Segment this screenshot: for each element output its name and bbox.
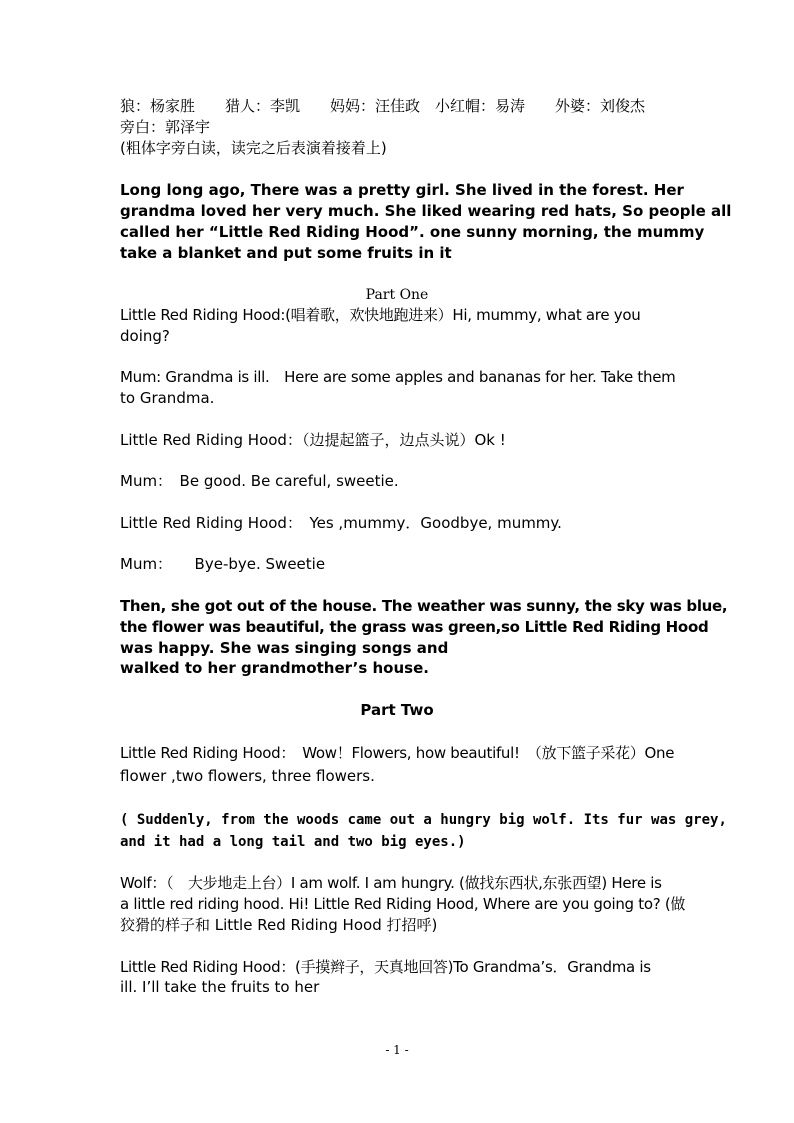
dialogue-line: Little Red Riding Hood：（边提起篮子，边点头说）Ok ! (120, 431, 506, 449)
dialogue-line: flower ,two flowers, three flowers. (120, 767, 375, 785)
dialogue-line: ill. I’ll take the fruits to her (120, 978, 320, 996)
narration-line: take a blanket and put some fruits in it (120, 244, 452, 262)
dialogue-line: 狡猾的样子和 Little Red Riding Hood 打招呼) (120, 916, 438, 934)
narration-line: walked to her grandmother’s house. (120, 659, 429, 677)
dialogue-line: Wolf：（ 大步地走上台）I am wolf. I am hungry. (做找东西状,东张西望) Here is (120, 874, 662, 892)
dialogue-line: Little Red Riding Hood： Wow！Flowers, how beautiful! （放下篮子采花）One (120, 744, 675, 762)
dialogue-line: Little Red Riding Hood： Yes ,mummy．Goodbye, mummy. (120, 514, 562, 532)
narration-line: the flower was beautiful, the grass was green,so Little Red Riding Hood (120, 618, 709, 636)
dialogue-line: Little Red Riding Hood:(唱着歌，欢快地跑进来）Hi, mummy, what are you (120, 306, 641, 324)
dialogue-line: doing? (120, 327, 170, 345)
narration-line: ( Suddenly, from the woods came out a hungry big wolf. Its fur was grey, (120, 812, 727, 828)
dialogue-line: Little Red Riding Hood：(手摸辫子，天真地回答)To Grandma’s．Grandma is (120, 958, 651, 976)
narration-line: called her “Little Red Riding Hood”. one sunny morning, the mummy (120, 223, 705, 241)
dialogue-line: Mum: Grandma is ill. Here are some apples and bananas for her. Take them (120, 368, 676, 386)
narration-line: grandma loved her very much. She liked wearing red hats, So people all (120, 202, 732, 220)
narrator-line: 旁白：郭泽宇 (120, 118, 211, 136)
page-number: - 1 - (385, 1043, 409, 1057)
dialogue-line: Mum： Bye-bye. Sweetie (120, 555, 326, 573)
dialogue-line: a little red riding hood. Hi! Little Red Riding Hood, Where are you going to? (做 (120, 895, 686, 913)
part-one-heading: Part One (365, 287, 429, 303)
narration-line: Long long ago, There was a pretty girl. She lived in the forest. Her (120, 181, 684, 199)
instruction-note: (粗体字旁白读，读完之后表演着接着上) (120, 139, 387, 157)
dialogue-line: to Grandma. (120, 389, 215, 407)
cast-line: 狼：杨家胜 猎人：李凯 妈妈：汪佳政 小红帽：易涛 外婆：刘俊杰 (120, 97, 646, 115)
narration-line: and it had a long tail and two big eyes.) (120, 834, 466, 850)
narration-line: Then, she got out of the house. The weather was sunny, the sky was blue, (120, 597, 728, 615)
dialogue-line: Mum： Be good. Be careful, sweetie. (120, 472, 399, 490)
narration-line: was happy. She was singing songs and (120, 639, 449, 657)
part-two-heading: Part Two (360, 701, 434, 719)
